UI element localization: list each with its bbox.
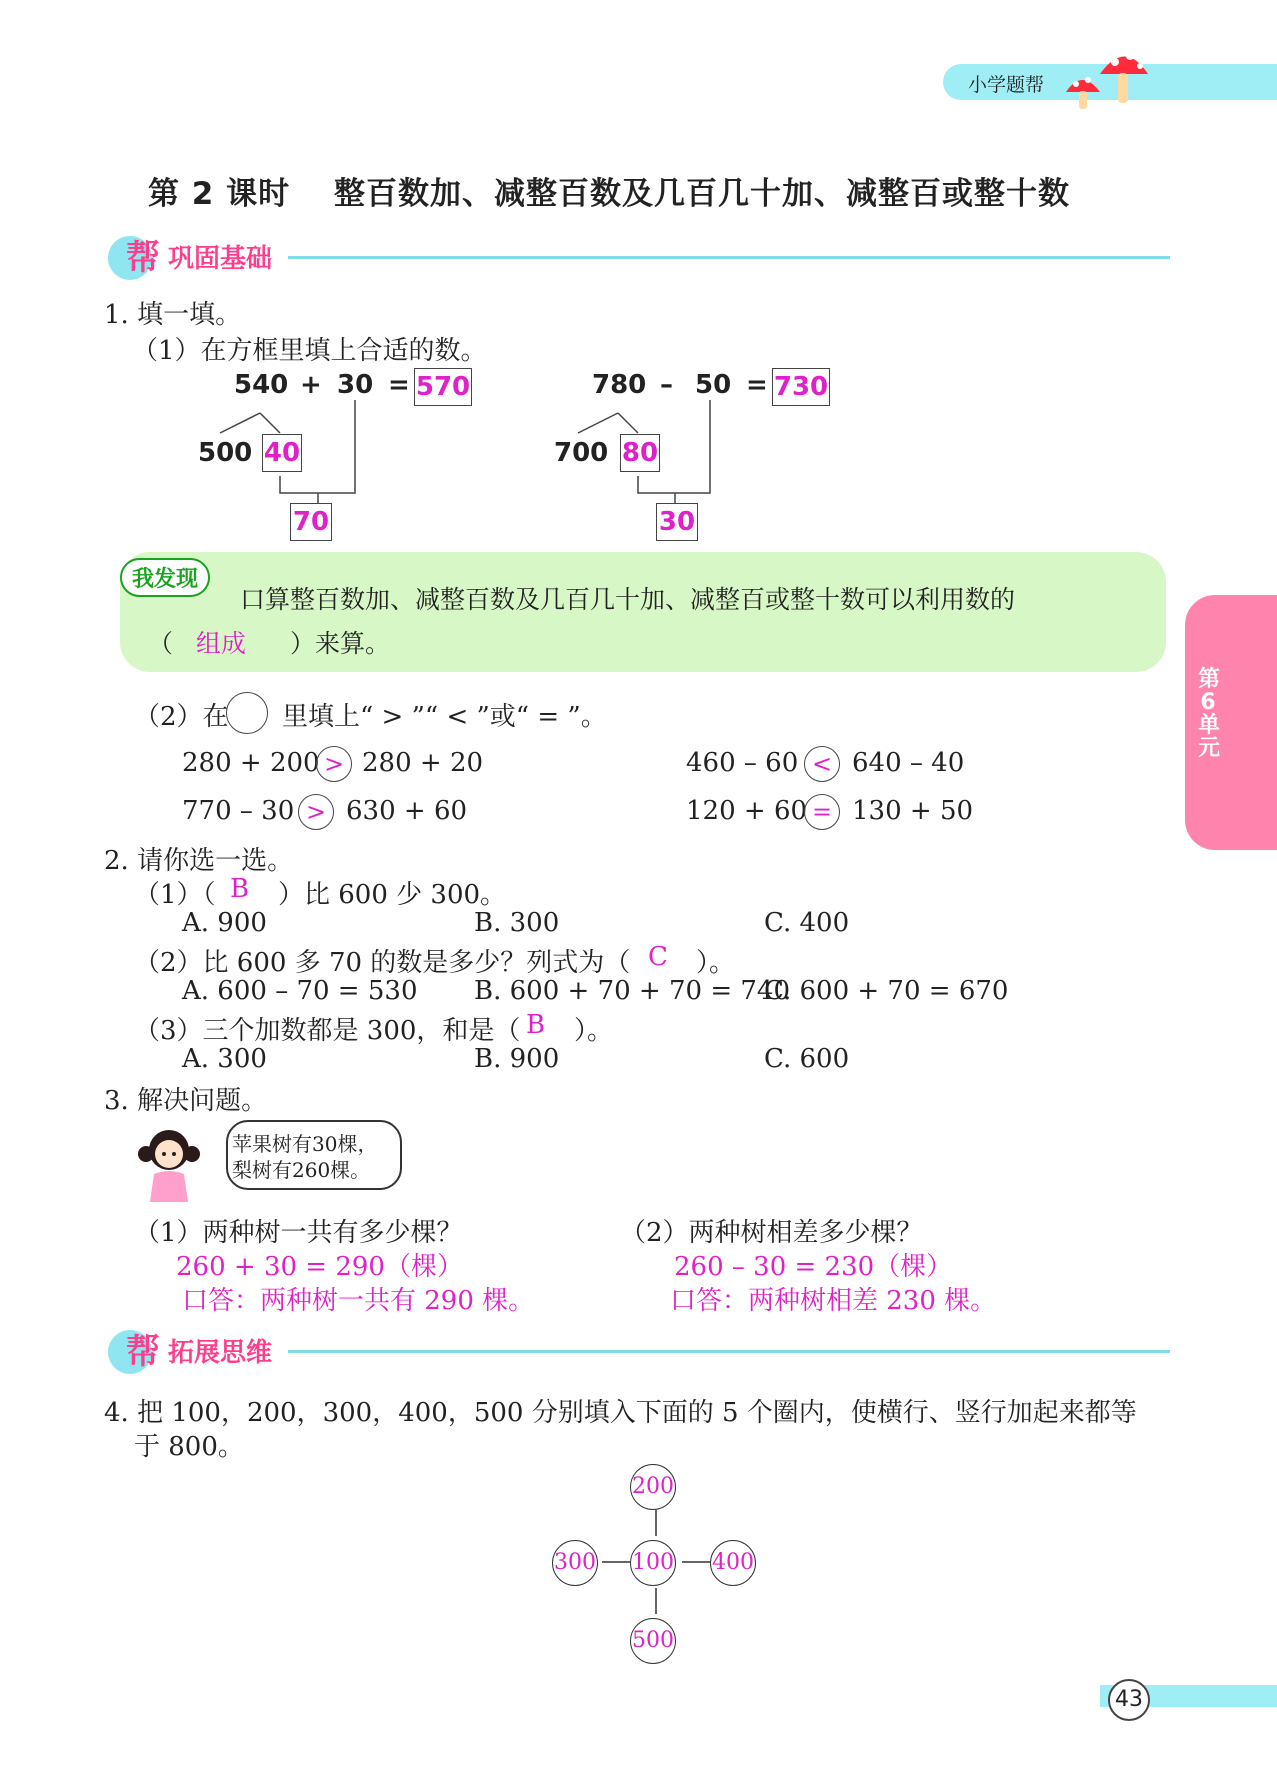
compare-3-left: 770 – 30 [182, 796, 295, 826]
q2-3-answer[interactable]: B [526, 1010, 546, 1040]
q2-1-option-a[interactable]: A. 900 [182, 908, 267, 938]
compare-4-left: 120 + 60 [686, 796, 808, 826]
eq1-eq: = [388, 370, 410, 400]
section-divider [288, 256, 1170, 259]
mushroom-icon [1060, 44, 1150, 114]
eq1-split-a: 500 [198, 438, 253, 468]
q2-2-pre: （2）比 600 多 70 的数是多少？列式为（ [134, 948, 631, 978]
eq2-answer-box[interactable]: 730 [772, 368, 830, 406]
circle-bottom[interactable]: 500 [630, 1618, 676, 1664]
blank-circle-icon [226, 692, 268, 734]
compare-4-right: 130 + 50 [852, 796, 974, 826]
eq1-a: 540 [234, 370, 289, 400]
discover-answer[interactable]: 组成 [196, 629, 247, 658]
q1-heading: 1. 填一填。 [104, 300, 242, 330]
circle-left[interactable]: 300 [552, 1540, 598, 1586]
q3-sub2: （2）两种树相差多少棵？ [620, 1218, 923, 1248]
q2-3-pre: （3）三个加数都是 300，和是（ [134, 1016, 521, 1046]
q2-3-option-b[interactable]: B. 900 [474, 1044, 560, 1074]
q2-1-option-b[interactable]: B. 300 [474, 908, 560, 938]
q1-sub2-b: 里填上“ > ”“ < ”或“ = ”。 [282, 702, 607, 732]
eq1-split-box[interactable]: 40 [262, 434, 302, 472]
eq2-a: 780 [592, 370, 647, 400]
q2-2-post: ）。 [696, 948, 736, 978]
q3-sub1-calc[interactable]: 260 + 30 = 290（棵） [176, 1252, 463, 1282]
q3-sub1: （1）两种树一共有多少棵？ [134, 1218, 463, 1248]
compare-2-left: 460 – 60 [686, 748, 799, 778]
page-title: 第 2 课时 整百数加、减整百数及几百几十加、减整百或整十数 [148, 176, 1070, 212]
compare-2-sign[interactable]: < [804, 746, 840, 782]
eq1-op: + [300, 370, 322, 400]
unit-tab-label: 第6单元 [1198, 667, 1221, 761]
section-title-expand: 拓展思维 [168, 1338, 273, 1368]
page-number: 43 [1108, 1679, 1150, 1721]
eq2-op: – [660, 370, 673, 400]
compare-1-left: 280 + 200 [182, 748, 320, 778]
q1-sub2-a: （2）在 [134, 702, 229, 732]
q2-3-option-a[interactable]: A. 300 [182, 1044, 267, 1074]
circle-top[interactable]: 200 [630, 1464, 676, 1510]
q2-3-option-c[interactable]: C. 600 [764, 1044, 850, 1074]
bubble-line-1: 苹果树有30棵， [232, 1132, 378, 1156]
eq1-sum-box[interactable]: 70 [290, 503, 332, 541]
compare-1-right: 280 + 20 [362, 748, 484, 778]
compare-3-sign[interactable]: > [298, 794, 334, 830]
discover-tag: 我发现 [120, 558, 210, 597]
circle-center[interactable]: 100 [630, 1540, 676, 1586]
q2-2-option-b[interactable]: B. 600 + 70 + 70 = 740 [474, 976, 790, 1006]
q4-line1: 4. 把 100，200，300，400，500 分别填入下面的 5 个圈内，使横行、竖行加起来都等 [104, 1398, 1137, 1428]
eq2-sum-box[interactable]: 30 [656, 503, 698, 541]
eq2-eq: = [746, 370, 768, 400]
discover-paren: （ [148, 629, 174, 658]
eq1-answer-box[interactable]: 570 [414, 368, 472, 406]
eq2-split-box[interactable]: 80 [620, 434, 660, 472]
q2-3-post: ）。 [574, 1016, 614, 1046]
eq2-b: 50 [695, 370, 732, 400]
girl-illustration-icon [136, 1124, 202, 1204]
q2-1-post: ）比 600 少 300。 [278, 880, 507, 910]
section-title-basics: 巩固基础 [168, 244, 273, 274]
q2-1-pre: （1）（ [134, 880, 216, 910]
circle-right[interactable]: 400 [710, 1540, 756, 1586]
section-icon-char: 帮 [126, 1332, 160, 1372]
brand-label: 小学题帮 [968, 74, 1045, 96]
q1-sub1: （1）在方框里填上合适的数。 [132, 336, 487, 366]
q3-sub1-answer[interactable]: 口答：两种树一共有 290 棵。 [182, 1286, 535, 1316]
q3-sub2-answer[interactable]: 口答：两种树相差 230 棵。 [670, 1286, 997, 1316]
compare-4-sign[interactable]: = [804, 794, 840, 830]
compare-1-sign[interactable]: > [316, 746, 352, 782]
q2-heading: 2. 请你选一选。 [104, 846, 294, 876]
q2-2-option-c[interactable]: C. 600 + 70 = 670 [764, 976, 1009, 1006]
q3-heading: 3. 解决问题。 [104, 1086, 268, 1116]
q3-sub2-calc[interactable]: 260 – 30 = 230（棵） [674, 1252, 953, 1282]
compare-2-right: 640 – 40 [852, 748, 965, 778]
section-icon-char: 帮 [126, 238, 160, 278]
bubble-line-2: 梨树有260棵。 [232, 1158, 371, 1182]
eq1-b: 30 [337, 370, 374, 400]
eq2-split-a: 700 [554, 438, 609, 468]
section-divider [288, 1350, 1170, 1353]
discover-end: ）来算。 [290, 629, 391, 658]
q2-1-option-c[interactable]: C. 400 [764, 908, 850, 938]
q2-2-answer[interactable]: C [648, 942, 668, 972]
compare-3-right: 630 + 60 [346, 796, 468, 826]
q2-2-option-a[interactable]: A. 600 – 70 = 530 [182, 976, 418, 1006]
q4-line2: 于 800。 [134, 1432, 244, 1462]
discover-text: 口算整百数加、减整百数及几百几十加、减整百或整十数可以利用数的 [240, 585, 1016, 614]
q2-1-answer[interactable]: B [230, 874, 250, 904]
